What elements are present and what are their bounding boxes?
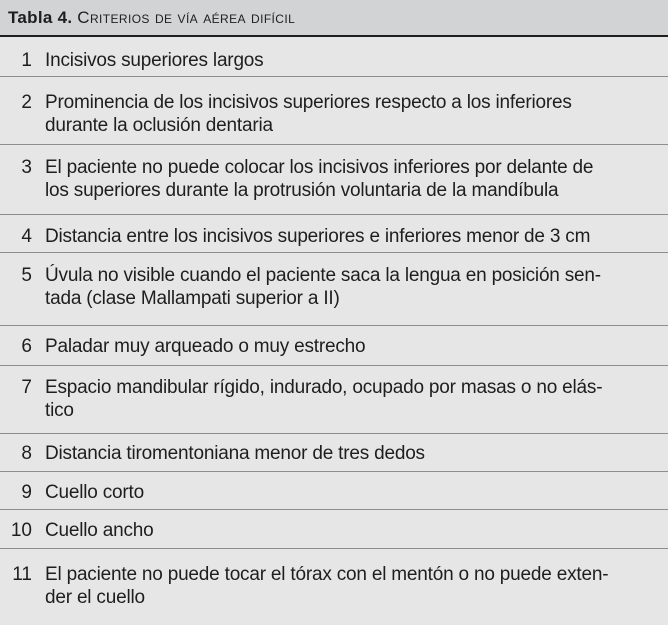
row-text-line: Cuello corto: [45, 482, 144, 503]
row-text-line: Espacio mandibular rígido, indurado, ocupado por masas o no elás-: [45, 377, 603, 398]
row-number: 11: [12, 564, 32, 585]
row-text-line: El paciente no puede colocar los incisivos inferiores por delante de: [45, 157, 594, 178]
row-text-line: Incisivos superiores largos: [45, 50, 264, 71]
row-number: 7: [21, 377, 32, 398]
row-text: [45, 519, 663, 542]
row-text: [45, 335, 663, 358]
row-text: [45, 442, 663, 465]
row-text-line: durante la oclusión dentaria: [45, 115, 273, 136]
row-number: 5: [21, 265, 32, 286]
row-text-line: Distancia tiromentoniana menor de tres dedos: [45, 443, 425, 464]
row-text-line: der el cuello: [45, 587, 145, 608]
table-row: [0, 77, 668, 145]
table-title: [8, 7, 295, 29]
row-text: [45, 49, 663, 72]
table-row: [0, 510, 668, 549]
row-text-line: Cuello ancho: [45, 520, 154, 541]
row-text: [45, 481, 663, 504]
table-caption: Criterios de vía aérea difícil: [77, 8, 296, 27]
row-text: [45, 91, 663, 137]
table-row: [0, 366, 668, 434]
table-row: [0, 549, 668, 625]
row-text-line: Paladar muy arqueado o muy estrecho: [45, 336, 366, 357]
row-number: 2: [21, 92, 32, 113]
row-text-line: los superiores durante la protrusión voluntaria de la mandíbula: [45, 180, 559, 201]
row-text: [45, 563, 663, 609]
row-text-line: Prominencia de los incisivos superiores respecto a los inferiores: [45, 92, 572, 113]
table-row: [0, 326, 668, 366]
row-text-line: tico: [45, 400, 74, 421]
row-number: 6: [21, 336, 32, 357]
row-text: [45, 225, 663, 248]
row-number: 3: [21, 157, 32, 178]
table-row: [0, 215, 668, 253]
table-row: [0, 253, 668, 326]
row-text-line: Distancia entre los incisivos superiores e inferiores menor de 3 cm: [45, 226, 591, 247]
table-row: [0, 145, 668, 215]
row-text: [45, 376, 663, 422]
table-title-bar: [0, 0, 668, 37]
row-number: 8: [21, 443, 32, 464]
row-text-line: El paciente no puede tocar el tórax con el mentón o no puede exten-: [45, 564, 609, 585]
row-number: 9: [21, 482, 32, 503]
table-row: [0, 37, 668, 77]
row-number: 1: [21, 50, 32, 71]
row-text: [45, 156, 663, 202]
table-row: [0, 472, 668, 510]
row-text-line: tada (clase Mallampati superior a II): [45, 288, 340, 309]
row-text-line: Úvula no visible cuando el paciente saca la lengua en posición sen-: [45, 265, 601, 286]
row-number: 4: [21, 226, 32, 247]
table-number-label: Tabla 4.: [8, 8, 73, 27]
row-number: 10: [10, 520, 32, 541]
row-text: [45, 264, 663, 310]
table-row: [0, 434, 668, 472]
